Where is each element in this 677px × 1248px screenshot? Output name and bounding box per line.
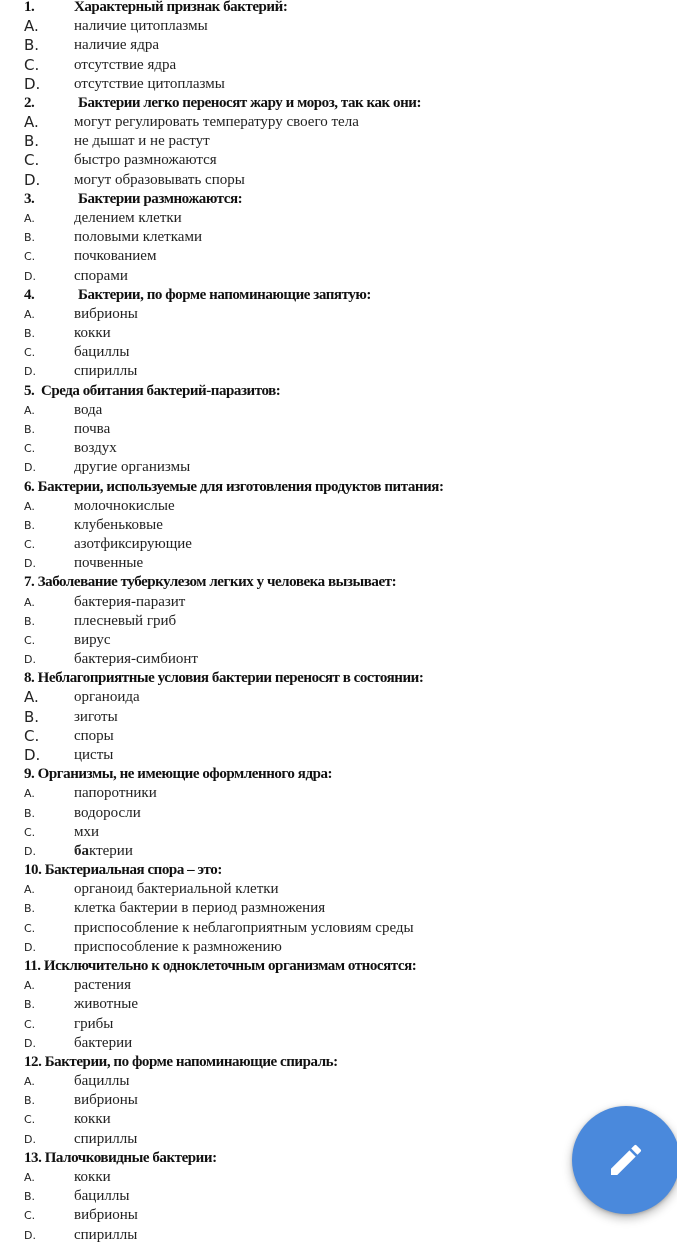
question-number: 5. <box>24 382 35 399</box>
question-text: Бактериальная спора – это: <box>44 862 222 879</box>
option-text-part: папоротники <box>74 785 157 802</box>
option-text-part: спириллы <box>74 1130 138 1147</box>
option-text-part: органоид бактериальной клетки <box>74 881 279 898</box>
option-text-part: другие организмы <box>74 459 191 476</box>
option-letter: D. <box>24 1228 36 1242</box>
option-text <box>74 880 279 899</box>
question-number: 3. <box>24 190 35 207</box>
option-text <box>74 535 192 554</box>
option-text-part: грибы <box>74 1015 114 1032</box>
question-number: 4. <box>24 286 35 303</box>
question-text: Заболевание туберкулезом легких у человека вызывает: <box>37 574 397 591</box>
option-letter: D. <box>24 557 36 571</box>
question-text: Бактерии, по форме напоминающие спираль: <box>44 1053 338 1070</box>
option-letter: A. <box>24 17 39 36</box>
option-text-part: воздух <box>74 440 117 457</box>
question-line <box>24 382 280 401</box>
option-text <box>74 420 110 439</box>
option-letter: D. <box>24 746 41 765</box>
option-text-part: отсутствие цитоплазмы <box>74 75 225 92</box>
option-text <box>74 267 128 286</box>
pencil-edit-icon <box>606 1140 646 1180</box>
option-text <box>74 209 182 228</box>
option-text-part: ктерии <box>89 842 133 859</box>
option-letter: B. <box>24 1094 36 1108</box>
option-letter: A. <box>24 787 35 801</box>
option-text <box>74 401 102 420</box>
option-text-part: азотфиксирующие <box>74 536 192 553</box>
option-letter: B. <box>24 231 36 245</box>
option-text <box>74 516 163 535</box>
option-text-part: растения <box>74 977 131 994</box>
option-text-part: вибрионы <box>74 1207 138 1224</box>
option-letter: D. <box>24 74 41 93</box>
option-text <box>74 554 143 573</box>
question-number: 10. <box>24 862 42 879</box>
option-text <box>74 75 225 94</box>
option-letter: C. <box>24 825 36 839</box>
option-text <box>74 497 175 516</box>
option-text-part: органоида <box>74 689 140 706</box>
option-text <box>74 727 114 746</box>
option-letter: C. <box>24 538 36 552</box>
option-text-part: вода <box>74 401 103 418</box>
question-text: Среда обитания бактерий-паразитов: <box>40 382 281 399</box>
option-text-part: водоросли <box>74 804 141 821</box>
option-text-part: почвенные <box>74 555 144 572</box>
question-text: Исключительно к одноклеточным организмам относятся: <box>43 958 417 974</box>
option-text <box>74 228 202 247</box>
question-text: Бактерии, используемые для изготовления продуктов питания: <box>37 478 444 495</box>
option-text <box>74 1034 132 1053</box>
option-text-bold-part: ба <box>74 842 89 859</box>
option-letter: A. <box>24 307 35 321</box>
option-letter: A. <box>24 883 35 897</box>
option-text-part: вирус <box>74 631 111 648</box>
option-letter: B. <box>24 1190 36 1204</box>
option-text-part: вибрионы <box>74 1092 138 1109</box>
option-text-part: приспособление к неблагоприятным условиям среды <box>74 919 414 936</box>
question-text: Бактерии легко переносят жару и мороз, так как они: <box>78 94 422 111</box>
option-letter: B. <box>24 518 36 532</box>
option-text <box>74 56 176 75</box>
option-letter: A. <box>24 979 35 993</box>
option-letter: A. <box>24 113 39 132</box>
option-letter: C. <box>24 921 36 935</box>
option-letter: C. <box>24 1017 36 1031</box>
option-text <box>74 688 140 707</box>
option-text-part: бациллы <box>74 1188 130 1205</box>
option-text <box>74 151 217 170</box>
option-letter: A. <box>24 211 35 225</box>
option-text <box>74 1130 137 1149</box>
option-text-part: животные <box>74 996 138 1013</box>
option-text <box>74 612 176 631</box>
option-text <box>74 458 190 477</box>
option-text <box>74 919 414 938</box>
option-text <box>74 343 129 362</box>
option-text <box>74 1072 129 1091</box>
option-text <box>74 1168 111 1187</box>
option-text <box>74 1110 111 1129</box>
option-text-part: бактерия-симбионт <box>74 651 198 668</box>
option-text <box>74 842 133 861</box>
option-letter: A. <box>24 499 35 513</box>
option-letter: B. <box>24 36 40 55</box>
option-text <box>74 247 156 266</box>
option-letter: A. <box>24 1075 35 1089</box>
question-text: Организмы, не имеющие оформленного ядра: <box>37 766 333 783</box>
option-text <box>74 439 117 458</box>
option-letter: D. <box>24 365 36 379</box>
option-text <box>74 1015 113 1034</box>
option-letter: D. <box>24 1036 36 1050</box>
option-text-part: бактерия-паразит <box>74 593 186 610</box>
option-text-part: плесневый гриб <box>74 612 177 629</box>
question-line <box>24 1149 217 1168</box>
question-line <box>24 861 222 880</box>
option-text <box>74 784 157 803</box>
option-letter: D. <box>24 844 36 858</box>
option-text <box>74 804 141 823</box>
option-letter: B. <box>24 806 36 820</box>
question-line <box>24 478 444 497</box>
option-text-part: половыми клетками <box>74 229 202 246</box>
option-letter: C. <box>24 1209 36 1223</box>
option-letter: A. <box>24 403 35 417</box>
option-text <box>74 17 208 36</box>
question-line <box>24 957 416 976</box>
question-text: Палочковидные бактерии: <box>44 1149 217 1166</box>
option-text-part: делением клетки <box>74 209 182 226</box>
option-text-part: кокки <box>74 1168 111 1185</box>
question-number: 6. <box>24 478 35 495</box>
option-letter: C. <box>24 151 40 170</box>
option-letter: B. <box>24 902 36 916</box>
option-text-part: спириллы <box>74 1226 138 1243</box>
option-text <box>74 324 111 343</box>
option-text <box>74 36 159 55</box>
question-number: 9. <box>24 766 35 783</box>
option-letter: B. <box>24 998 36 1012</box>
option-text-part: приспособление к размножению <box>74 938 282 955</box>
option-text-part: клубеньковые <box>74 516 163 533</box>
option-text-part: мхи <box>74 823 100 840</box>
option-text-part: споры <box>74 727 114 744</box>
question-number: 8. <box>24 670 35 687</box>
question-line <box>24 1053 338 1072</box>
option-text-part: бактерии <box>74 1034 133 1051</box>
option-letter: C. <box>24 442 36 456</box>
option-text <box>74 113 359 132</box>
option-letter: D. <box>24 940 36 954</box>
option-text <box>74 171 245 190</box>
option-letter: A. <box>24 595 35 609</box>
option-text <box>74 976 131 995</box>
option-text-part: быстро размножаются <box>74 152 217 169</box>
question-text: Неблагоприятные условия бактерии переносят в состоянии: <box>37 670 424 687</box>
option-text-part: могут регулировать температуру своего тела <box>74 114 359 131</box>
option-text <box>74 823 99 842</box>
option-text-part: отсутствие ядра <box>74 56 177 73</box>
option-text-part: цисты <box>74 747 114 764</box>
option-letter: B. <box>24 422 36 436</box>
option-text-part: наличие цитоплазмы <box>74 18 208 35</box>
option-letter: C. <box>24 726 40 745</box>
question-number: 13. <box>24 1149 42 1166</box>
option-letter: D. <box>24 1132 36 1146</box>
option-text <box>74 305 138 324</box>
option-text-part: могут образовывать споры <box>74 171 245 188</box>
option-text-part: почкованием <box>74 248 157 265</box>
option-text <box>74 746 113 765</box>
option-text-part: бациллы <box>74 1073 130 1090</box>
question-number: 2. <box>24 94 35 111</box>
option-text <box>74 1187 129 1206</box>
question-number: 11. <box>24 958 41 974</box>
option-text <box>74 899 325 918</box>
question-line <box>24 573 396 592</box>
option-letter: C. <box>24 55 40 74</box>
option-letter: C. <box>24 346 36 360</box>
option-text-part: клетка бактерии в период размножения <box>74 900 326 917</box>
option-letter: D. <box>24 653 36 667</box>
edit-fab-button[interactable] <box>572 1106 677 1214</box>
option-letter: D. <box>24 461 36 475</box>
option-text-part: почва <box>74 420 111 437</box>
option-text <box>74 708 118 727</box>
option-letter: C. <box>24 250 36 264</box>
option-text <box>74 650 198 669</box>
question-number: 1. <box>24 0 35 15</box>
option-text <box>74 1091 138 1110</box>
option-text-part: кокки <box>74 1111 111 1128</box>
option-text-part: спириллы <box>74 363 138 380</box>
option-letter: D. <box>24 170 41 189</box>
option-text-part: вибрионы <box>74 305 138 322</box>
option-text-part: молочнокислые <box>74 497 175 514</box>
question-line <box>24 669 423 688</box>
option-letter: B. <box>24 132 40 151</box>
question-number: 12. <box>24 1053 42 1070</box>
option-text-part: кокки <box>74 325 111 342</box>
option-letter: C. <box>24 633 36 647</box>
option-text <box>74 1226 137 1245</box>
option-letter: C. <box>24 1113 36 1127</box>
option-text <box>74 593 185 612</box>
option-text-part: спорами <box>74 267 128 284</box>
question-text: Бактерии, по форме напоминающие запятую: <box>78 286 371 303</box>
option-letter: D. <box>24 269 36 283</box>
option-letter: B. <box>24 707 40 726</box>
option-text-part: не дышат и не растут <box>74 133 210 150</box>
option-text-part: наличие ядра <box>74 37 159 54</box>
option-text <box>74 938 282 957</box>
option-text-part: бациллы <box>74 344 130 361</box>
option-letter: B. <box>24 614 36 628</box>
option-text-part: зиготы <box>74 708 118 725</box>
option-letter: A. <box>24 1170 35 1184</box>
option-text <box>74 995 138 1014</box>
question-text: Характерный признак бактерий: <box>74 0 288 15</box>
option-text <box>74 631 111 650</box>
question-number: 7. <box>24 574 35 591</box>
question-text: Бактерии размножаются: <box>78 190 243 207</box>
option-letter: B. <box>24 327 36 341</box>
option-text <box>74 362 137 381</box>
option-text <box>74 1206 138 1225</box>
option-letter: A. <box>24 688 39 707</box>
question-line <box>24 765 332 784</box>
option-text <box>74 132 210 151</box>
